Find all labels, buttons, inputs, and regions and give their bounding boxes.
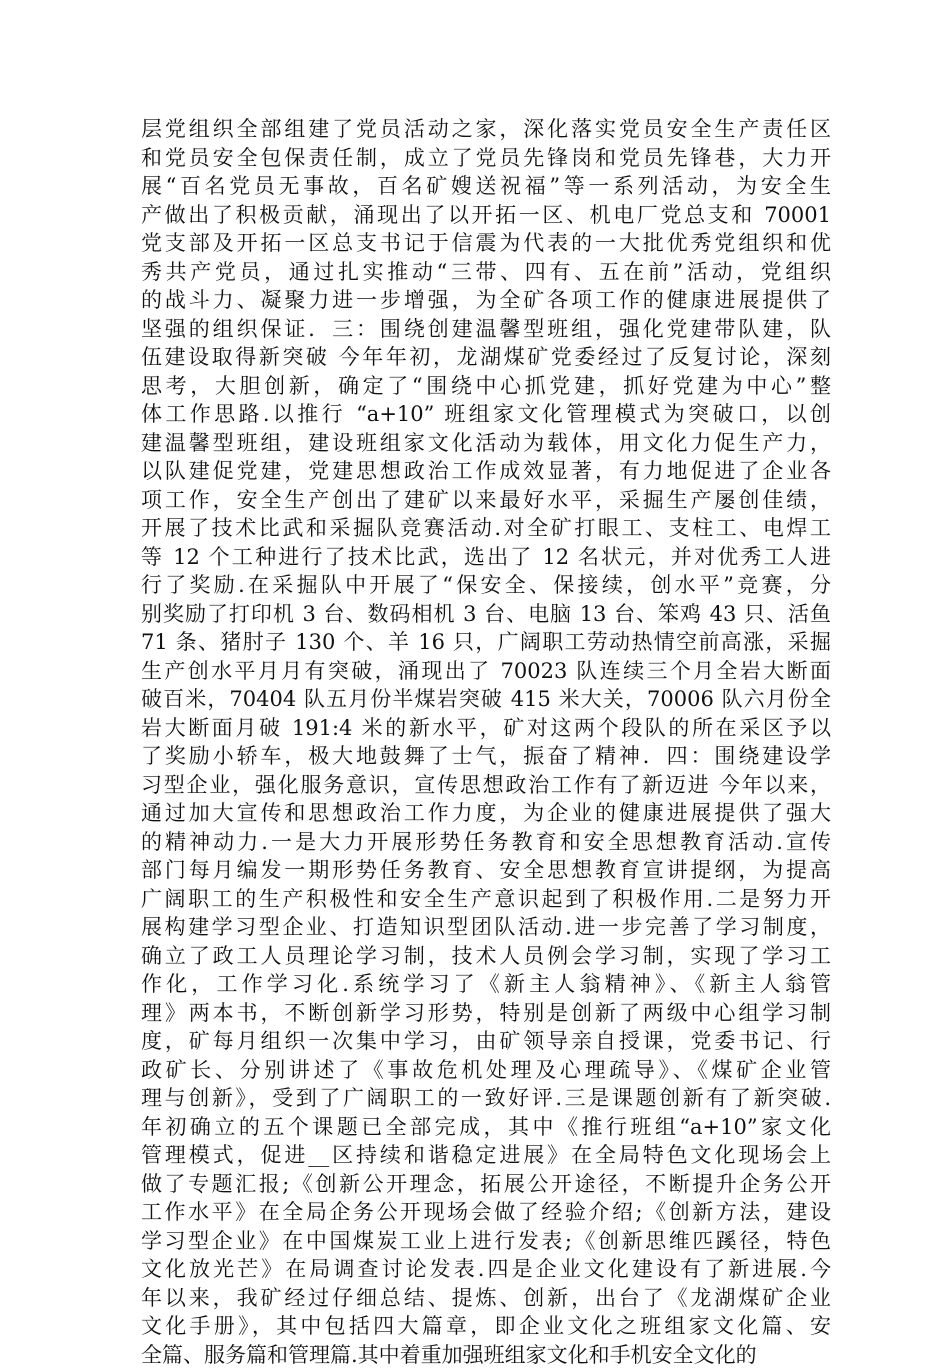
text-line: 的战斗力、凝聚力进一步增强，为全矿各项工作的健康进展提供了 <box>141 286 831 315</box>
text-line: 管理模式，促进__区持续和谐稳定进展》在全局特色文化现场会上 <box>141 1141 831 1170</box>
text-line: 破百米，70404 队五月份半煤岩突破 415 米大关，70006 队六月份全 <box>141 685 831 714</box>
text-line: 全篇、服务篇和管理篇.其中着重加强班组家文化和手机安全文化的 <box>141 1341 831 1369</box>
text-line: 确立了政工人员理论学习制，技术人员例会学习制，实现了学习工 <box>141 942 831 971</box>
text-line: 体工作思路.以推行 “a+10” 班组家文化管理模式为突破口，以创 <box>141 400 831 429</box>
text-line: 伍建设取得新突破 今年年初，龙湖煤矿党委经过了反复讨论，深刻 <box>141 343 831 372</box>
text-line: 理》两本书，不断创新学习形势，特别是创新了两级中心组学习制 <box>141 999 831 1028</box>
text-line: 理与创新》，受到了广阔职工的一致好评.三是课题创新有了新突破. <box>141 1084 831 1113</box>
text-line: 年初确立的五个课题已全部完成，其中《推行班组“a+10”家文化 <box>141 1113 831 1142</box>
text-line: 别奖励了打印机 3 台、数码相机 3 台、电脑 13 台、笨鸡 43 只、活鱼 <box>141 600 831 629</box>
text-line: 开展了技术比武和采掘队竞赛活动.对全矿打眼工、支柱工、电焊工 <box>141 514 831 543</box>
text-line: 了奖励小轿车，极大地鼓舞了士气，振奋了精神．四：围绕建设学 <box>141 742 831 771</box>
text-line: 以队建促党建，党建思想政治工作成效显著，有力地促进了企业各 <box>141 457 831 486</box>
text-line: 习型企业，强化服务意识，宣传思想政治工作有了新迈进 今年以来， <box>141 771 831 800</box>
text-line: 展“百名党员无事故，百名矿嫂送祝福”等一系列活动，为安全生 <box>141 172 831 201</box>
text-line: 文化放光芒》在局调查讨论发表.四是企业文化建设有了新进展.今 <box>141 1255 831 1284</box>
text-line: 建温馨型班组，建设班组家文化活动为载体，用文化力促生产力， <box>141 429 831 458</box>
body-text <box>141 115 831 1369</box>
text-line: 71 条、猪肘子 130 个、羊 16 只，广阔职工劳动热情空前高涨，采掘 <box>141 628 831 657</box>
text-line: 党支部及开拓一区总支书记于信震为代表的一大批优秀党组织和优 <box>141 229 831 258</box>
text-line: 学习型企业》在中国煤炭工业上进行发表;《创新思维匹蹊径，特色 <box>141 1227 831 1256</box>
text-line: 产做出了积极贡献，涌现出了以开拓一区、机电厂党总支和 70001 <box>141 201 831 230</box>
text-line: 秀共产党员，通过扎实推动“三带、四有、五在前”活动，党组织 <box>141 258 831 287</box>
text-line: 政矿长、分别讲述了《事故危机处理及心理疏导》、《煤矿企业管 <box>141 1056 831 1085</box>
text-line: 通过加大宣传和思想政治工作力度，为企业的健康进展提供了强大 <box>141 799 831 828</box>
text-line: 行了奖励.在采掘队中开展了“保安全、保接续，创水平”竞赛，分 <box>141 571 831 600</box>
text-line: 和党员安全包保责任制，成立了党员先锋岗和党员先锋巷，大力开 <box>141 144 831 173</box>
text-line: 文化手册》，其中包括四大篇章，即企业文化之班组家文化篇、安 <box>141 1312 831 1341</box>
text-line: 等 12 个工种进行了技术比武，选出了 12 名状元，并对优秀工人进 <box>141 543 831 572</box>
text-line: 做了专题汇报;《创新公开理念，拓展公开途径，不断提升企务公开 <box>141 1170 831 1199</box>
text-line: 层党组织全部组建了党员活动之家，深化落实党员安全生产责任区 <box>141 115 831 144</box>
text-line: 工作水平》在全局企务公开现场会做了经验介绍;《创新方法，建设 <box>141 1198 831 1227</box>
text-line: 的精神动力.一是大力开展形势任务教育和安全思想教育活动.宣传 <box>141 828 831 857</box>
text-line: 岩大断面月破 191:4 米的新水平，矿对这两个段队的所在采区予以 <box>141 714 831 743</box>
text-line: 部门每月编发一期形势任务教育、安全思想教育宣讲提纲，为提高 <box>141 856 831 885</box>
text-line: 思考，大胆创新，确定了“围绕中心抓党建，抓好党建为中心”整 <box>141 372 831 401</box>
text-line: 度，矿每月组织一次集中学习，由矿领导亲自授课，党委书记、行 <box>141 1027 831 1056</box>
text-line: 年以来，我矿经过仔细总结、提炼、创新，出台了《龙湖煤矿企业 <box>141 1284 831 1313</box>
text-line: 项工作，安全生产创出了建矿以来最好水平，采掘生产屡创佳绩， <box>141 486 831 515</box>
text-line: 作化，工作学习化.系统学习了《新主人翁精神》、《新主人翁管 <box>141 970 831 999</box>
text-line: 广阔职工的生产积极性和安全生产意识起到了积极作用.二是努力开 <box>141 885 831 914</box>
text-line: 展构建学习型企业、打造知识型团队活动.进一步完善了学习制度， <box>141 913 831 942</box>
text-line: 生产创水平月月有突破，涌现出了 70023 队连续三个月全岩大断面 <box>141 657 831 686</box>
text-line: 坚强的组织保证．三：围绕创建温馨型班组，强化党建带队建，队 <box>141 315 831 344</box>
